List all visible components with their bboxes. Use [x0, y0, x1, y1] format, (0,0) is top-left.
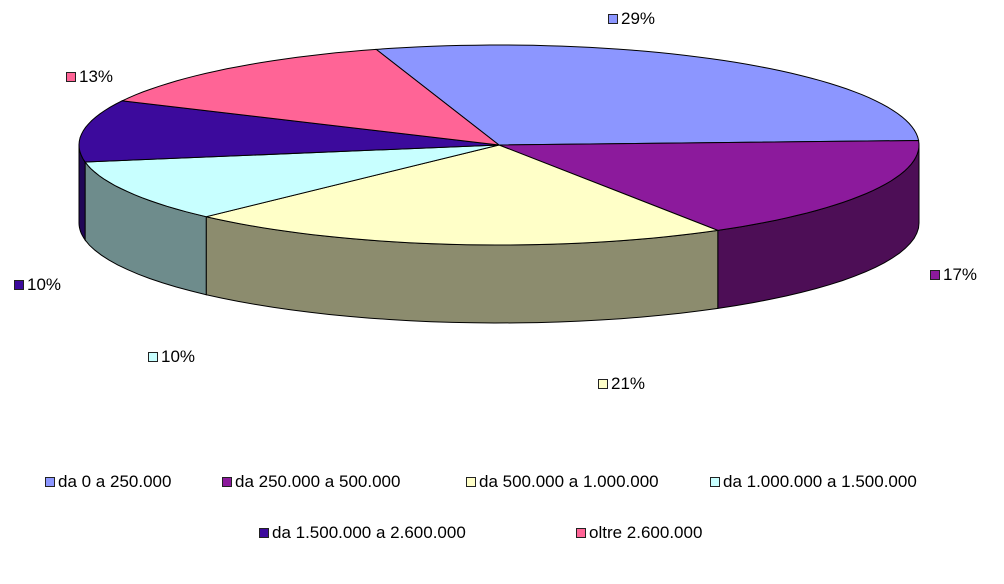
data-label-slice-4: 10% [14, 275, 61, 295]
legend-item-5: oltre 2.600.000 [576, 523, 702, 543]
pie-tops [79, 45, 919, 245]
legend-item-4: da 1.500.000 a 2.600.000 [259, 523, 466, 543]
data-label-slice-2: 21% [598, 374, 645, 394]
legend-item-1: da 250.000 a 500.000 [222, 472, 400, 492]
legend-item-0: da 0 a 250.000 [45, 472, 171, 492]
legend-item-2: da 500.000 a 1.000.000 [466, 472, 659, 492]
data-label-slice-1: 17% [930, 265, 977, 285]
legend-item-3: da 1.000.000 a 1.500.000 [710, 472, 917, 492]
data-label-slice-3: 10% [148, 347, 195, 367]
data-label-slice-0: 29% [608, 9, 655, 29]
data-label-slice-5: 13% [66, 67, 113, 87]
